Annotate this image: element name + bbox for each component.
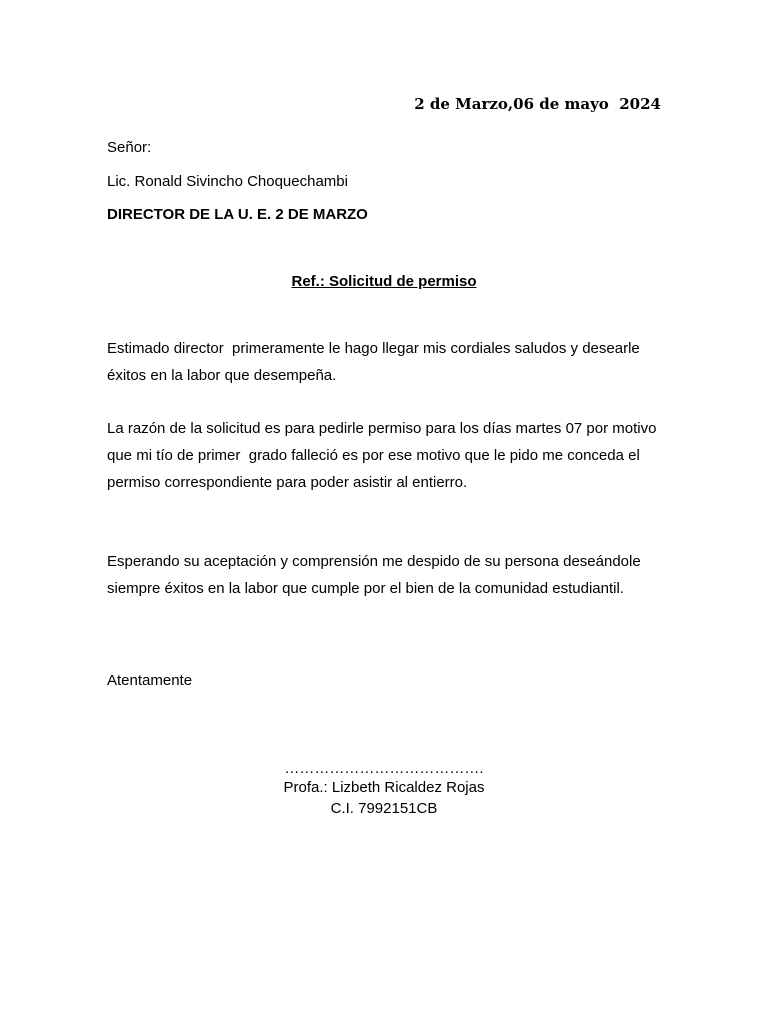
recipient-title: DIRECTOR DE LA U. E. 2 DE MARZO bbox=[107, 206, 368, 223]
signature-line: …………………………………. bbox=[284, 760, 484, 777]
paragraph-request bbox=[107, 415, 667, 496]
letter-date: 2 de Marzo,06 de mayo 2024 bbox=[414, 95, 661, 113]
signer-id: C.I. 7992151CB bbox=[330, 800, 438, 817]
paragraph-line: siempre éxitos en la labor que cumple por el bien de la comunidad estudiantil. bbox=[107, 580, 624, 597]
paragraph-closing bbox=[107, 548, 667, 602]
paragraph-line: Esperando su aceptación y comprensión me despido de su persona deseándole bbox=[107, 553, 641, 570]
paragraph-line: que mi tío de primer grado falleció es por ese motivo que le pido me conceda el bbox=[107, 447, 640, 464]
paragraph-line: permiso correspondiente para poder asistir al entierro. bbox=[107, 474, 468, 491]
paragraph-line: Estimado director primeramente le hago llegar mis cordiales saludos y desearle bbox=[107, 340, 640, 357]
closing-word: Atentamente bbox=[107, 672, 193, 689]
paragraph-line: La razón de la solicitud es para pedirle permiso para los días martes 07 por motivo bbox=[107, 420, 657, 437]
paragraph-greeting bbox=[107, 335, 667, 389]
signer-name: Profa.: Lizbeth Ricaldez Rojas bbox=[283, 779, 485, 796]
recipient-name: Lic. Ronald Sivincho Choquechambi bbox=[107, 173, 348, 190]
salutation: Señor: bbox=[107, 139, 152, 156]
reference-line: Ref.: Solicitud de permiso bbox=[291, 273, 477, 290]
paragraph-line: éxitos en la labor que desempeña. bbox=[107, 367, 337, 384]
